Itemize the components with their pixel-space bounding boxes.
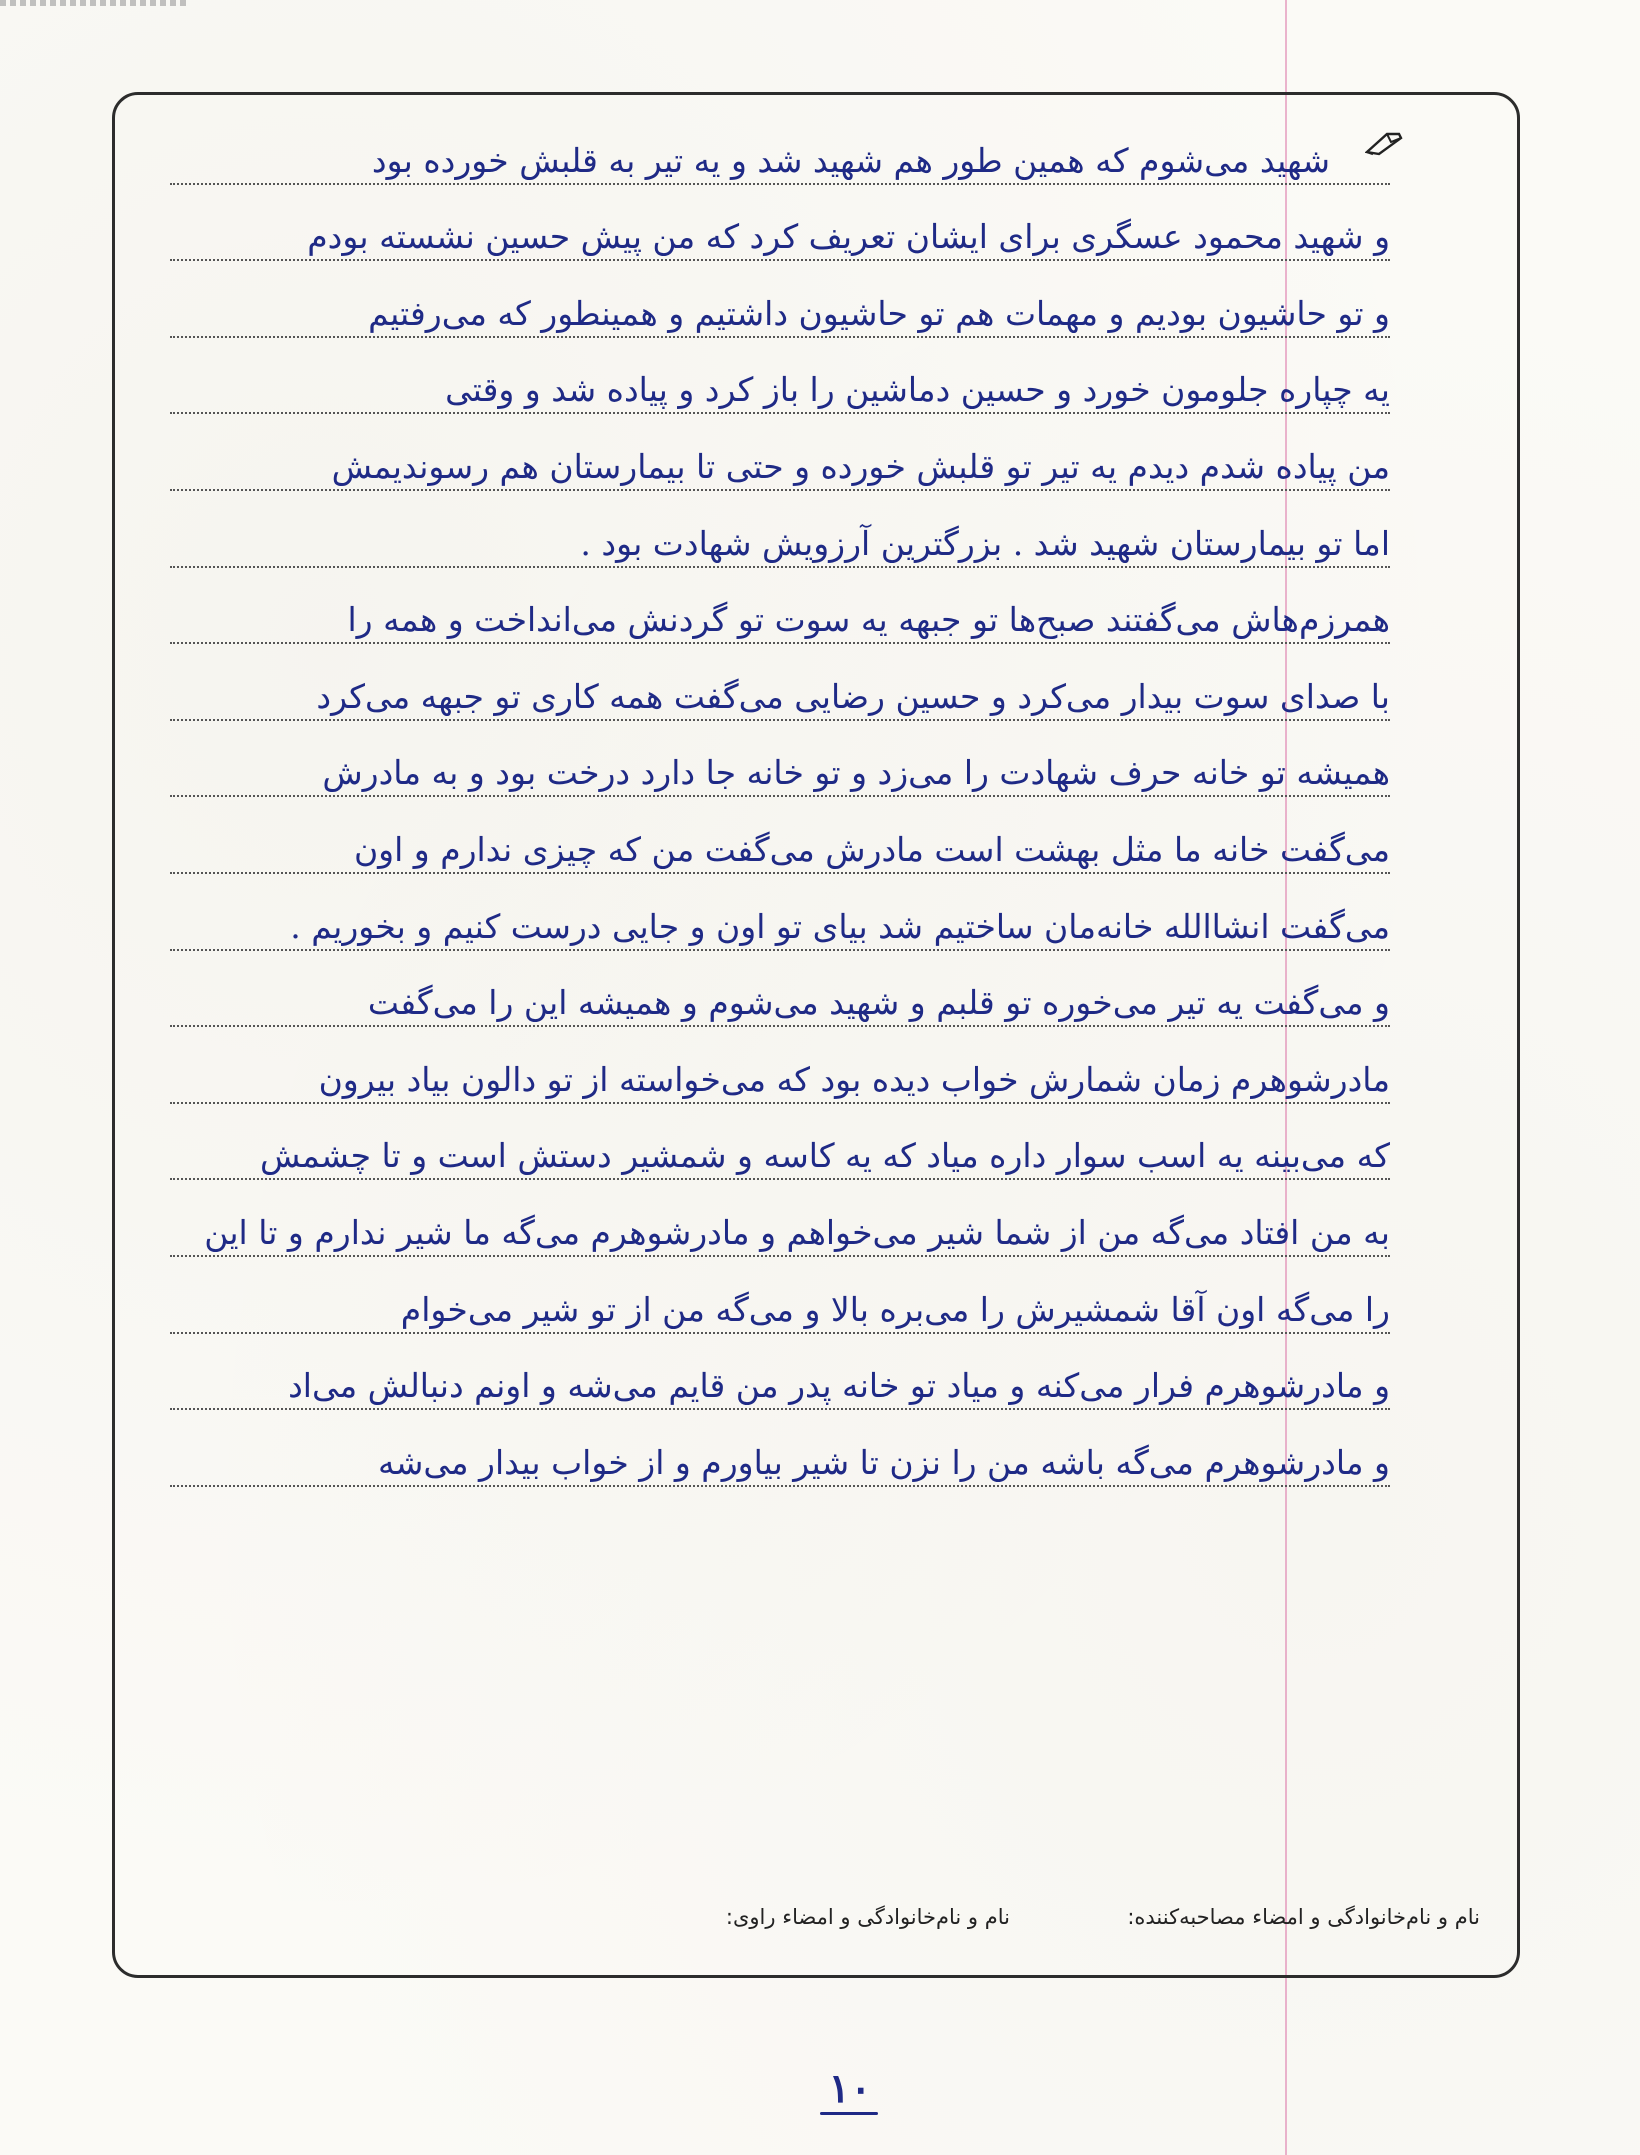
handwritten-line: و شهید محمود عسگری برای ایشان تعریف کرد که من پیش حسین نشسته بودم bbox=[307, 217, 1390, 257]
handwritten-line: همرزم‌هاش می‌گفتند صبح‌ها تو جبهه یه سوت تو گردنش می‌انداخت و همه را bbox=[347, 600, 1390, 640]
handwritten-line: و می‌گفت یه تیر می‌خوره تو قلبم و شهید می‌شوم و همیشه این را می‌گفت bbox=[367, 983, 1390, 1023]
signature-row bbox=[330, 1905, 1480, 1945]
handwritten-line: من پیاده شدم دیدم یه تیر تو قلبش خورده و حتی تا بیمارستان هم رسوندیمش bbox=[331, 446, 1390, 486]
writing-line bbox=[150, 426, 1390, 503]
handwritten-line: با صدای سوت بیدار می‌کرد و حسین رضایی می‌گفت همه کاری تو جبهه می‌کرد bbox=[316, 676, 1390, 716]
handwritten-line: اما تو بیمارستان شهید شد . بزرگترین آرزویش شهادت بود . bbox=[580, 523, 1390, 563]
handwritten-line: می‌گفت خانه ما مثل بهشت است مادرش می‌گفت من که چیزی ندارم و اون bbox=[353, 829, 1390, 869]
handwritten-line: که می‌بینه یه اسب سوار داره میاد که یه کاسه و شمشیر دستش است و تا چشمش bbox=[259, 1136, 1390, 1176]
writing-line bbox=[150, 886, 1390, 963]
writing-line bbox=[150, 733, 1390, 810]
writing-line bbox=[150, 656, 1390, 733]
writing-line bbox=[150, 963, 1390, 1040]
writing-line bbox=[150, 1116, 1390, 1193]
narrator-signature-label: نام و نام‌خانوادگی و امضاء راوی: bbox=[725, 1905, 1010, 1929]
writing-line bbox=[150, 503, 1390, 580]
handwritten-line: و تو حاشیون بودیم و مهمات هم تو حاشیون داشتیم و همینطور که می‌رفتیم bbox=[368, 293, 1390, 333]
writing-line bbox=[150, 120, 1390, 197]
handwritten-text-area bbox=[150, 120, 1390, 1499]
handwritten-line: را می‌گه اون آقا شمشیرش را می‌بره بالا و می‌گه من از تو شیر می‌خوام bbox=[400, 1289, 1390, 1329]
handwritten-line: همیشه تو خانه حرف شهادت را می‌زد و تو خانه جا دارد درخت بود و به مادرش bbox=[322, 753, 1390, 793]
writing-line bbox=[150, 273, 1390, 350]
writing-line bbox=[150, 1269, 1390, 1346]
page-number: ۱۰ bbox=[828, 2065, 872, 2112]
scan-edge-marks bbox=[0, 0, 190, 6]
handwritten-line: یه چپاره جلومون خورد و حسین دماشین را باز کرد و پیاده شد و وقتی bbox=[445, 370, 1390, 410]
interviewer-signature-label: نام و نام‌خانوادگی و امضاء مصاحبه‌کننده: bbox=[1127, 1905, 1480, 1929]
writing-line bbox=[150, 1192, 1390, 1269]
writing-line bbox=[150, 1422, 1390, 1499]
writing-line bbox=[150, 197, 1390, 274]
handwritten-line: مادرشوهرم زمان شمارش خواب دیده بود که می‌خواسته از تو دالون بیاد بیرون bbox=[318, 1059, 1390, 1099]
writing-line bbox=[150, 809, 1390, 886]
writing-line bbox=[150, 350, 1390, 427]
writing-line bbox=[150, 1039, 1390, 1116]
handwritten-line: شهید می‌شوم که همین طور هم شهید شد و یه تیر به قلبش خورده بود bbox=[371, 140, 1330, 180]
handwritten-line: به من افتاد می‌گه من از شما شیر می‌خواهم و مادرشوهرم می‌گه ما شیر ندارم و تا این bbox=[204, 1212, 1390, 1252]
handwritten-line: می‌گفت انشاالله خانه‌مان ساختیم شد بیای تو اون و جایی درست کنیم و بخوریم . bbox=[290, 906, 1390, 946]
page-number-underline bbox=[820, 2112, 878, 2115]
writing-line bbox=[150, 1346, 1390, 1423]
handwritten-line: و مادرشوهرم فرار می‌کنه و میاد تو خانه پدر من قایم می‌شه و اونم دنبالش می‌اد bbox=[288, 1366, 1390, 1406]
handwritten-line: و مادرشوهرم می‌گه باشه من را نزن تا شیر بیاورم و از خواب بیدار می‌شه bbox=[378, 1442, 1390, 1482]
writing-line bbox=[150, 580, 1390, 657]
